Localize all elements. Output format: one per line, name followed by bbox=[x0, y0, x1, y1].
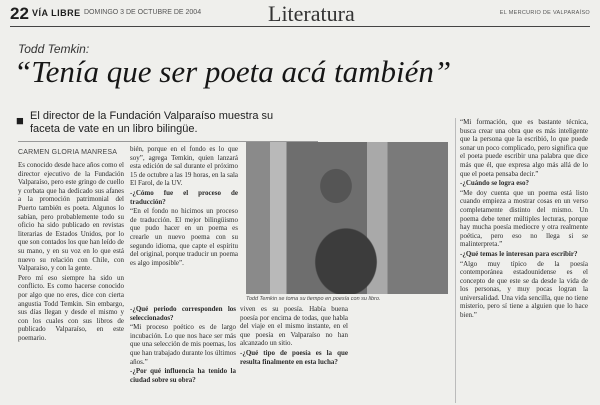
column-3 bbox=[130, 305, 236, 401]
column-divider bbox=[455, 118, 456, 403]
question: -¿Cuándo se logra eso? bbox=[460, 179, 530, 188]
question: -¿Qué temas le interesan para escribir? bbox=[460, 249, 578, 258]
paragraph: “Mi formación, que es bastante técnica, busca crear una obra que es más inteligente que la persona que la escribió, lo que puede sonar un poco complicado, pero significa que el poeta puede escribir una palabra que dice más que él, que expresa algo más allá de lo que el poeta pensaba decir.” bbox=[460, 118, 588, 178]
column-2 bbox=[130, 145, 238, 267]
header-rule bbox=[10, 26, 590, 27]
question: -¿Cómo fue el proceso de traducción? bbox=[130, 188, 238, 206]
paragraph: viven es su poesía. Había buena poesía por encima de todas, que habla del viaje en el mismo instante, en el que poesía en Valparaíso no han alcanzado un sitio. bbox=[240, 305, 348, 348]
deck-bullet-icon: ■ bbox=[16, 113, 24, 128]
deck: El director de la Fundación Valparaíso muestra su faceta de vate en un libro bilingüe. bbox=[30, 110, 274, 135]
paragraph: Pero mí eso siempre ha sido un conflicto. Es como hacerse conocido por algo que no eres, dice con cierta angustia Todd Temkin. Sin embargo, sus días llegan y desde el mismo y con los cuales con sus libros de publicado Valparaíso, en este poemario. bbox=[18, 273, 124, 342]
question: -¿Qué periodo corresponden los seleccionados? bbox=[130, 305, 236, 322]
paragraph: bién, porque en el fondo es lo que soy”, agrega Temkin, quien lanzará esta edición de sal durante el próximo 15 de octubre a las 19 horas, en la sala El Farol, de la UV. bbox=[130, 145, 238, 188]
byline: CARMEN GLORIA MANRESA bbox=[18, 149, 118, 156]
column-5 bbox=[460, 118, 588, 401]
newspaper-name: EL MERCURIO DE VALPARAÍSO bbox=[499, 10, 590, 16]
column-1 bbox=[18, 161, 124, 401]
paragraph: “En el fondo no hicimos un proceso de traducción. El mejor bilingüismo que pudo hacer en un poema es crearle un nuevo poema con su segundo idioma, que capte el espíritu del original, porque traducir un poema es algo imposible”. bbox=[130, 207, 238, 267]
section-title: Literatura bbox=[268, 1, 355, 26]
portrait-photo bbox=[246, 142, 448, 294]
question: -¿Qué tipo de poesía es la que resulta finalmente en esta lucha? bbox=[240, 348, 348, 366]
headline: “Tenía que ser poeta acá también” bbox=[14, 54, 452, 89]
dateline: DOMINGO 3 DE OCTUBRE DE 2004 bbox=[84, 9, 202, 16]
section-name: VÍA LIBRE bbox=[32, 8, 81, 18]
paragraph: “Me doy cuenta que un poema está listo cuando empieza a mostrar cosas en un verso completamente distinto del mismo. Un poema debe tener múltiples lecturas, porque hay mucha poesía mediocre y otra realmente poética, pero eso no llega si se malinterpreta.” bbox=[460, 188, 588, 249]
page-header bbox=[10, 1, 590, 26]
paragraph: “Mi proceso poético es de largo incubación. Lo que nos hace ser más que una selección de mis poemas, los que han trabajado durante los últimos años.” bbox=[130, 323, 236, 366]
paragraph: “Algo muy típico de la poesía contemporánea estadounidense es el concepto de que este se da desde la vida de los personas, y muy pocas logran la universalidad. Una vida sencilla, que no tiene misterio, pero sí tiene a alguien que lo hace bien.” bbox=[460, 259, 588, 320]
photo-caption: Todd Temkin se toma su tiempo en poesía con su libro. bbox=[246, 296, 381, 302]
question: -¿Por qué influencia ha tenido la ciudad sobre su obra? bbox=[130, 367, 236, 384]
kicker: Todd Temkin: bbox=[18, 42, 90, 56]
column-4 bbox=[240, 305, 348, 401]
paragraph: Es conocido desde hace años como el director ejecutivo de la Fundación Valparaíso, pero este gringo de cuello y corbata que ha dedicado sus afanes a la promoción patrimonial del Puerto también es poeta. Algunos lo sabían, pero probablemente todo su oficio ha sido publicado en revistas literarias de Estados Unidos, por lo que son contados los que han leído de su mano, y en su voz en lo que está nuevo su relación con Chile, con Valparaíso, y con la gente. bbox=[18, 161, 124, 273]
page-number: 22 bbox=[10, 4, 29, 23]
